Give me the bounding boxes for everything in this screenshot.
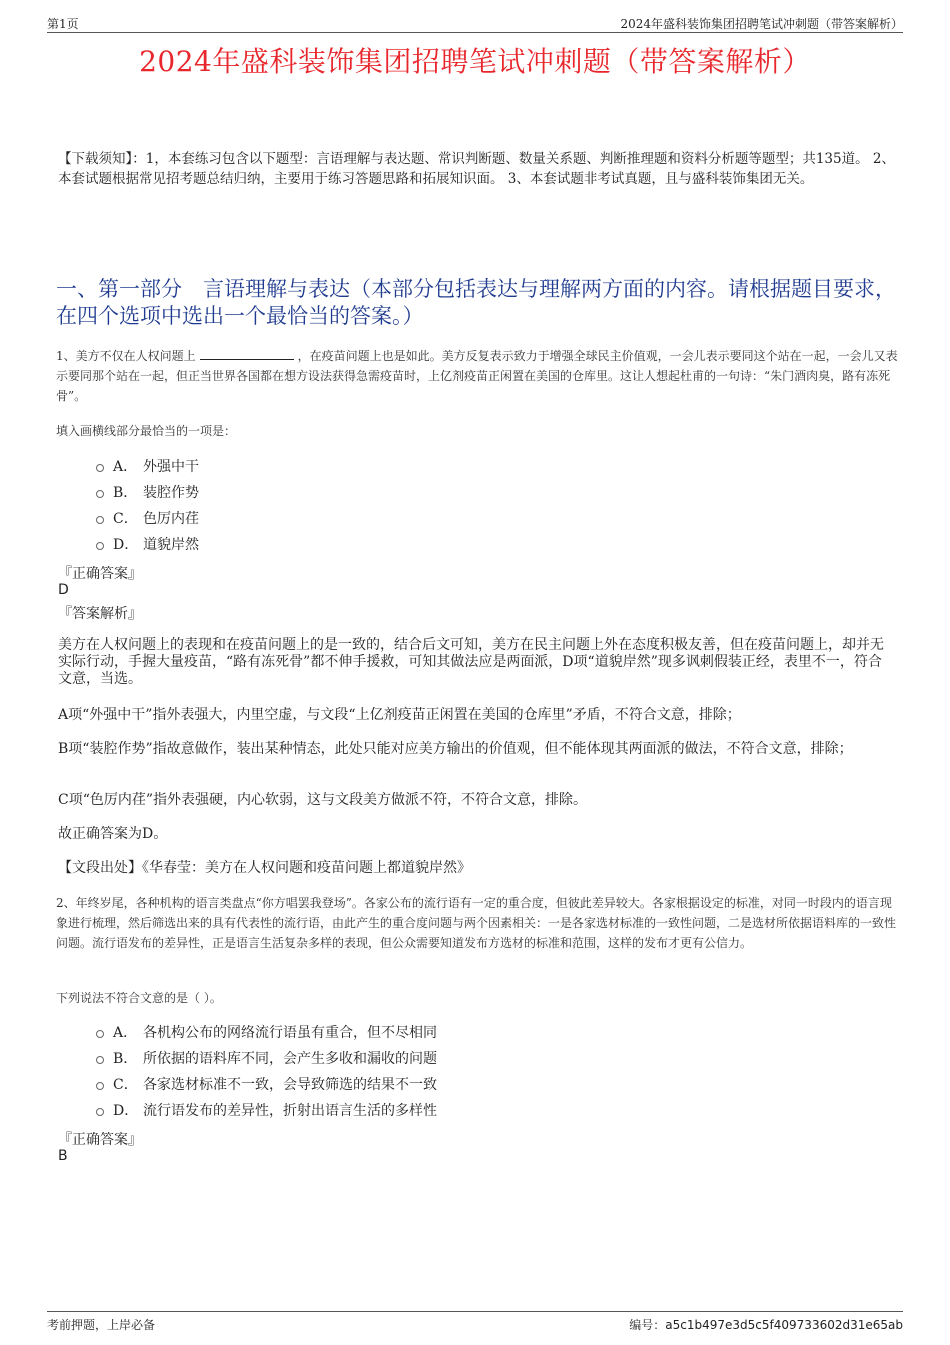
question-1-prompt: 填入画横线部分最恰当的一项是： bbox=[56, 424, 237, 438]
analysis-paragraph: B项“装腔作势”指故意做作，装出某种情态，此处只能对应美方输出的价值观，但不能体现其两面派的做法，不符合文意，排除； bbox=[58, 741, 853, 757]
question-2-options bbox=[96, 1019, 437, 1123]
option-text: 外强中干 bbox=[143, 459, 199, 475]
radio-icon[interactable] bbox=[96, 490, 104, 498]
question-1-options bbox=[96, 453, 199, 557]
analysis-label: 『答案解析』 bbox=[58, 606, 142, 622]
analysis-paragraph: A项“外强中干”指外表强大，内里空虚，与文段“上亿剂疫苗正闲置在美国的仓库里”矛盾，不符合文意，排除； bbox=[58, 707, 741, 723]
answer-value: D bbox=[58, 582, 69, 598]
fill-blank bbox=[200, 347, 294, 360]
option-letter: B． bbox=[113, 485, 138, 501]
radio-icon[interactable] bbox=[96, 542, 104, 550]
question-1-text-before: 1、美方不仅在人权问题上 bbox=[56, 349, 196, 363]
radio-icon[interactable] bbox=[96, 1056, 104, 1064]
option-c[interactable] bbox=[96, 505, 199, 531]
option-b[interactable] bbox=[96, 479, 199, 505]
option-text: 所依据的语料库不同，会产生多收和漏收的问题 bbox=[143, 1051, 437, 1067]
page-header bbox=[47, 12, 903, 33]
radio-icon[interactable] bbox=[96, 464, 104, 472]
radio-icon[interactable] bbox=[96, 1108, 104, 1116]
question-1-text bbox=[56, 346, 898, 406]
section-heading: 一、第一部分 言语理解与表达（本部分包括表达与理解两方面的内容。请根据题目要求，在四个选项中选出一个最恰当的答案。） bbox=[56, 277, 896, 328]
option-a[interactable] bbox=[96, 453, 199, 479]
code-value: a5c1b497e3d5c5f409733602d31e65ab bbox=[665, 1318, 903, 1332]
page-footer bbox=[47, 1311, 903, 1334]
option-text: 各机构公布的网络流行语虽有重合，但不尽相同 bbox=[143, 1025, 437, 1041]
question-1-text-after: ，在疫苗问题上也是如此。美方反复表示致力于增强全球民主价值观，一会儿表示要同这个站在一起，一会儿又表示要同那个站在一起，但正当世界各国都在想方设法获得急需疫苗时，上亿剂疫苗正闲置在美国的仓库里。这让人想起杜甫的一句诗：“朱门酒肉臭，路有冻死骨”。 bbox=[56, 349, 898, 403]
question-2-prompt: 下列说法不符合文意的是（ ）。 bbox=[56, 991, 222, 1005]
question-2-text: 2、年终岁尾，各种机构的语言类盘点“你方唱罢我登场”。各家公布的流行语有一定的重合度，但彼此差异较大。各家根据设定的标准，对同一时段内的语言现象进行梳理，然后筛选出来的具有代表性的流行语，由此产生的重合度问题与两个因素相关：一是各家选材标准的一致性问题，二是选材所依据语料库的一致性问题。流行语发布的差异性，正是语言生活复杂多样的表现，但公众需要知道发布方选材的标准和范围，这样的发布才更有公信力。 bbox=[56, 896, 897, 950]
source-note: 【文段出处】《华春莹：美方在人权问题和疫苗问题上都道貌岸然》 bbox=[58, 860, 471, 876]
option-letter: C． bbox=[113, 1077, 138, 1093]
download-notice: 【下载须知】：1，本套练习包含以下题型：言语理解与表达题、常识判断题、数量关系题、判断推理题和资料分析题等题型；共135道。 2、本套试题根据常见招考题总结归纳，主要用于练习答题思路和拓展知识面。 3、本套试题非考试真题，且与盛科装饰集团无关。 bbox=[58, 151, 895, 187]
option-a[interactable] bbox=[96, 1019, 437, 1045]
code-label: 编号： bbox=[629, 1318, 666, 1332]
document-title: 2024年盛科装饰集团招聘笔试冲刺题（带答案解析） bbox=[139, 45, 811, 78]
option-d[interactable] bbox=[96, 1097, 437, 1123]
option-letter: D． bbox=[113, 1103, 139, 1119]
option-letter: A． bbox=[113, 459, 138, 475]
option-letter: C． bbox=[113, 511, 138, 527]
answer-value: B bbox=[58, 1148, 68, 1164]
analysis-paragraph: C项“色厉内荏”指外表强硬，内心软弱，这与文段美方做派不符，不符合文意，排除。 bbox=[58, 792, 588, 808]
footer-code bbox=[629, 1316, 903, 1333]
option-text: 各家选材标准不一致，会导致筛选的结果不一致 bbox=[143, 1077, 437, 1093]
option-letter: A． bbox=[113, 1025, 138, 1041]
option-letter: B． bbox=[113, 1051, 138, 1067]
page-number: 第1页 bbox=[47, 17, 79, 31]
analysis-conclusion: 故正确答案为D。 bbox=[58, 826, 168, 842]
footer-slogan: 考前押题，上岸必备 bbox=[47, 1318, 156, 1332]
option-text: 流行语发布的差异性，折射出语言生活的多样性 bbox=[143, 1103, 437, 1119]
answer-label: 『正确答案』 bbox=[58, 1132, 142, 1148]
answer-label: 『正确答案』 bbox=[58, 566, 142, 582]
option-b[interactable] bbox=[96, 1045, 437, 1071]
option-letter: D． bbox=[113, 537, 139, 553]
analysis-paragraph: 美方在人权问题上的表现和在疫苗问题上的是一致的，结合后文可知，美方在民主问题上外在态度积极友善，但在疫苗问题上，却并无实际行动，手握大量疫苗，“路有冻死骨”都不伸手援救，可知其做法应是两面派，D项“道貌岸然”现多讽刺假装正经，表里不一，符合文意，当选。 bbox=[58, 637, 884, 687]
option-c[interactable] bbox=[96, 1071, 437, 1097]
header-doc-title: 2024年盛科装饰集团招聘笔试冲刺题（带答案解析） bbox=[620, 17, 903, 31]
radio-icon[interactable] bbox=[96, 1082, 104, 1090]
radio-icon[interactable] bbox=[96, 516, 104, 524]
option-text: 装腔作势 bbox=[143, 485, 199, 501]
radio-icon[interactable] bbox=[96, 1030, 104, 1038]
option-d[interactable] bbox=[96, 531, 199, 557]
option-text: 色厉内荏 bbox=[143, 511, 199, 527]
option-text: 道貌岸然 bbox=[143, 537, 199, 553]
